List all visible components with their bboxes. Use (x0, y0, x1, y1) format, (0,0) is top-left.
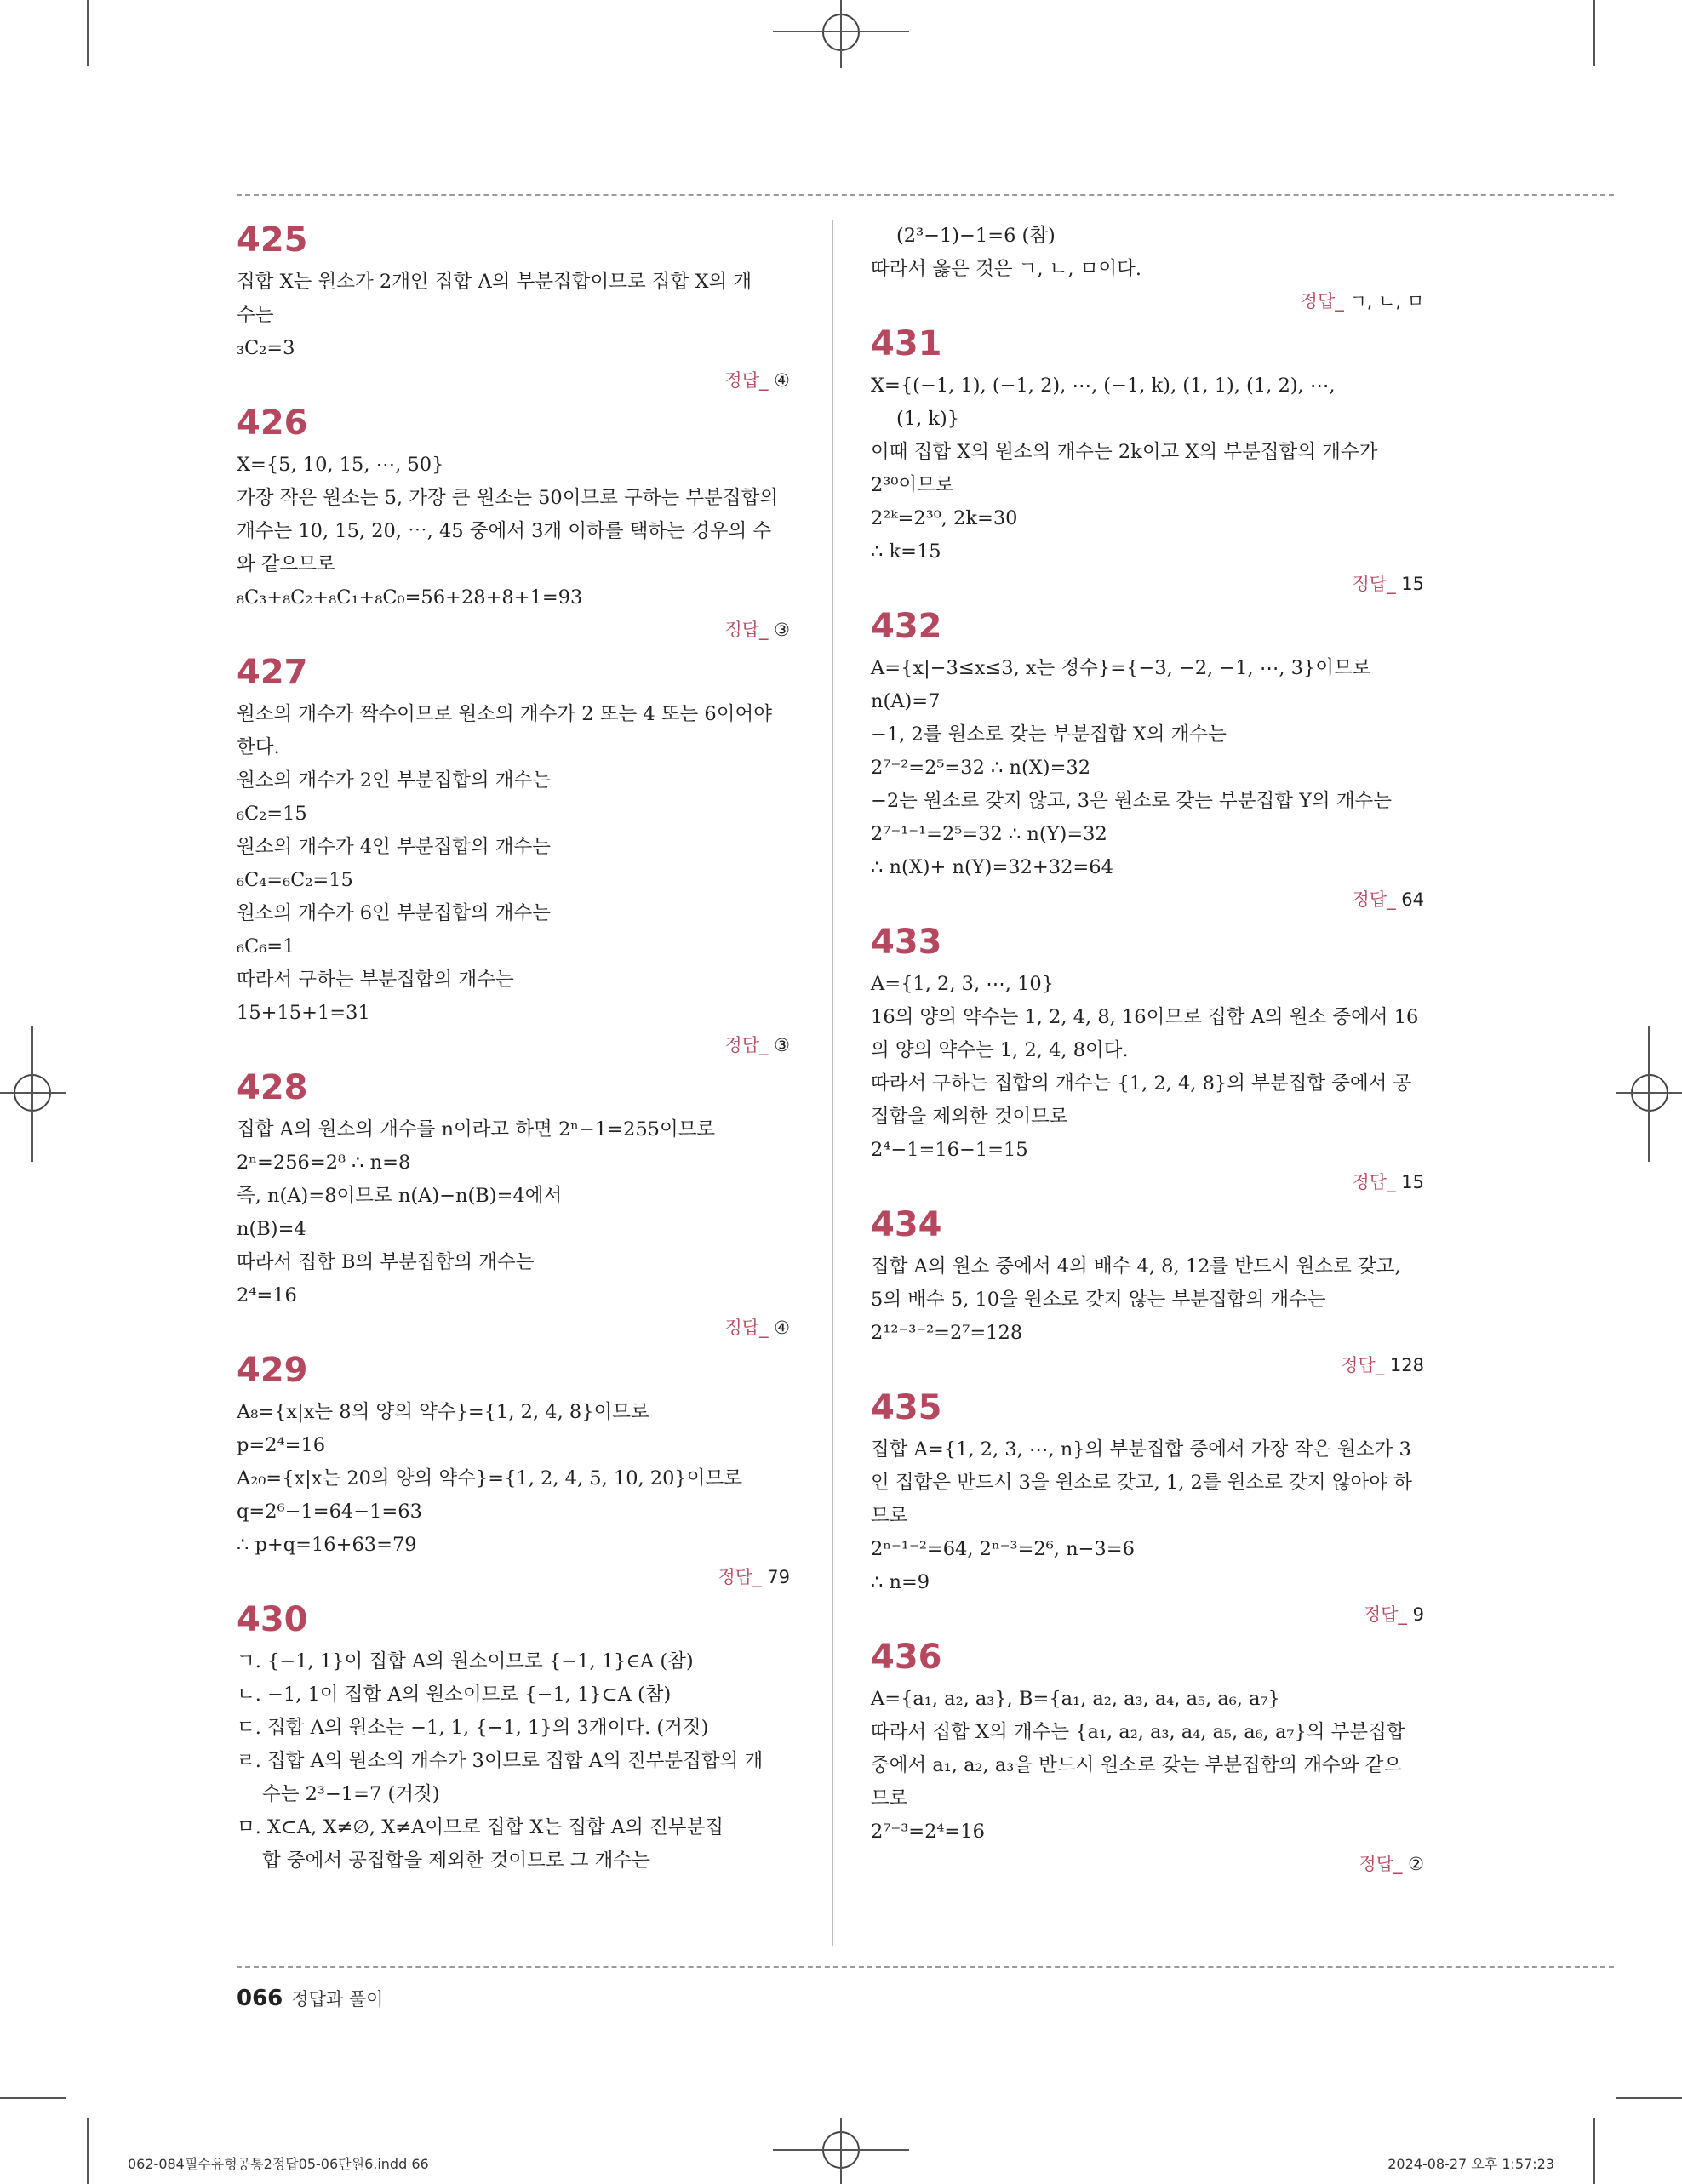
solution-line: ㄷ. 집합 A의 원소는 −1, 1, {−1, 1}의 3개이다. (거짓) (237, 1717, 709, 1739)
solution-line: 2ⁿ⁻¹⁻²=64, 2ⁿ⁻³=2⁶, n−3=6 (871, 1538, 1135, 1560)
solution-line: (1, k)} (896, 408, 960, 430)
problem-number: 435 (871, 1388, 942, 1427)
solution-line: 인 집합은 반드시 3을 원소로 갖고, 1, 2를 원소로 갖지 않아야 하 (871, 1472, 1412, 1494)
answer-line (871, 1167, 1424, 1198)
problem-435 (871, 1387, 1424, 1630)
solution-line: n(B)=4 (237, 1218, 306, 1240)
solution-line: 2⁷⁻²=2⁵=32 ∴ n(X)=32 (871, 757, 1091, 779)
problem-428 (237, 1067, 790, 1343)
problem-425 (237, 220, 790, 396)
solution-line: ㄹ. 집합 A의 원소의 개수가 3이므로 집합 A의 진부분집합의 개 (237, 1750, 764, 1772)
crop-mark (0, 2097, 66, 2099)
solution-line: (2³−1)−1=6 (참) (896, 225, 1056, 247)
problem-number: 431 (871, 324, 942, 363)
solution-line: 15+15+1=31 (237, 1002, 370, 1024)
solution-line: 2⁷⁻¹⁻¹=2⁵=32 ∴ n(Y)=32 (871, 823, 1107, 845)
solution-line: ㅁ. X⊂A, X≠∅, X≠A이므로 집합 X는 집합 A의 진부분집 (237, 1816, 724, 1838)
answer-label: 정답_ (724, 1035, 769, 1055)
solution-line: 한다. (237, 736, 280, 758)
answer-line (871, 286, 1424, 317)
registration-line (0, 1092, 66, 1094)
solution-line: 따라서 구하는 집합의 개수는 {1, 2, 4, 8}의 부분집합 중에서 공 (871, 1072, 1412, 1095)
solution-line: 개수는 10, 15, 20, ⋯, 45 중에서 3개 이하를 택하는 경우의 수 (237, 520, 772, 542)
solution-line: ₆C₂=15 (237, 803, 307, 825)
solution-line: 므로 (871, 1787, 908, 1810)
solution-line: 므로 (871, 1505, 908, 1527)
problem-number: 427 (237, 653, 308, 692)
solution-line: ₈C₃+₈C₂+₈C₁+₈C₀=56+28+8+1=93 (237, 586, 583, 609)
solution-line: X={5, 10, 15, ⋯, 50} (237, 454, 444, 476)
solution-line: 이때 집합 X의 원소의 개수는 2k이고 X의 부분집합의 개수가 (871, 441, 1378, 463)
answer-line (871, 1350, 1424, 1381)
solution-line: A₈={x|x는 8의 양의 약수}={1, 2, 4, 8}이므로 (237, 1401, 649, 1423)
answer-line (871, 1849, 1424, 1879)
solution-line: 즉, n(A)=8이므로 n(A)−n(B)=4에서 (237, 1185, 563, 1207)
answer-value: ③ (774, 620, 790, 640)
registration-line (1648, 1026, 1650, 1162)
page-number: 066 (237, 1986, 283, 2011)
answer-label: 정답_ (724, 370, 769, 391)
problem-429 (237, 1350, 790, 1592)
problem-number: 433 (871, 923, 942, 962)
problem-number: 434 (871, 1205, 942, 1244)
solution-line: n(A)=7 (871, 690, 941, 712)
solution-line: p=2⁴=16 (237, 1434, 326, 1456)
answer-label: 정답_ (1352, 574, 1396, 594)
right-problems (871, 323, 1424, 1879)
page-footer (237, 1986, 383, 2011)
solution-line: q=2⁶−1=64−1=63 (237, 1501, 422, 1523)
answer-label: 정답_ (1352, 1172, 1396, 1192)
solution-line: 집합을 제외한 것이므로 (871, 1106, 1068, 1128)
solution-line: 따라서 옳은 것은 ㄱ, ㄴ, ㅁ이다. (871, 258, 1142, 280)
solution-line: 따라서 집합 X의 개수는 {a₁, a₂, a₃, a₄, a₅, a₆, a₇}의 부분집합 (871, 1721, 1405, 1743)
answer-value: 64 (1401, 889, 1424, 910)
solution-line: 2⁴−1=16−1=15 (871, 1139, 1028, 1161)
answer-line (871, 569, 1424, 599)
answer-label: 정답_ (1341, 1355, 1385, 1375)
crop-mark (1593, 0, 1595, 66)
solution-line: 집합 A={1, 2, 3, ⋯, n}의 부분집합 중에서 가장 작은 원소가 3 (871, 1438, 1411, 1461)
solution-line: 합 중에서 공집합을 제외한 것이므로 그 개수는 (262, 1850, 650, 1872)
answer-value: ㄱ, ㄴ, ㅁ (1349, 291, 1424, 312)
solution-line: 중에서 a₁, a₂, a₃을 반드시 원소로 갖는 부분집합의 개수와 같으 (871, 1754, 1403, 1776)
solution-line: 원소의 개수가 4인 부분집합의 개수는 (237, 836, 551, 858)
registration-line (31, 1026, 33, 1162)
continuation-block (871, 220, 1424, 317)
crop-mark (1616, 2097, 1682, 2099)
answer-label: 정답_ (724, 620, 769, 640)
solution-line: ₆C₆=1 (237, 935, 295, 958)
answer-label: 정답_ (1359, 1854, 1403, 1874)
solution-line: ∴ k=15 (871, 540, 941, 563)
solution-line: 따라서 집합 B의 부분집합의 개수는 (237, 1251, 535, 1273)
solution-line: 16의 양의 약수는 1, 2, 4, 8, 16이므로 집합 A의 원소 중에서 16 (871, 1006, 1419, 1028)
solution-line: 집합 A의 원소의 개수를 n이라고 하면 2ⁿ−1=255이므로 (237, 1118, 716, 1141)
problem-number: 425 (237, 220, 308, 260)
solution-line: ㄱ. {−1, 1}이 집합 A의 원소이므로 {−1, 1}∈A (참) (237, 1650, 694, 1672)
problem-number: 430 (237, 1600, 308, 1639)
solution-line: 2³⁰이므로 (871, 474, 954, 496)
problem-432 (871, 606, 1424, 915)
solution-line: 의 양의 약수는 1, 2, 4, 8이다. (871, 1039, 1129, 1061)
solution-line: 5의 배수 5, 10을 원소로 갖지 않는 부분집합의 개수는 (871, 1289, 1326, 1311)
solution-line: ㄴ. −1, 1이 집합 A의 원소이므로 {−1, 1}⊂A (참) (237, 1684, 672, 1706)
solution-line: A={1, 2, 3, ⋯, 10} (871, 973, 1055, 995)
answer-label: 정답_ (1363, 1604, 1407, 1625)
solution-line: 가장 작은 원소는 5, 가장 큰 원소는 50이므로 구하는 부분집합의 (237, 487, 779, 509)
problem-430 (237, 1599, 790, 1878)
solution-line: ∴ p+q=16+63=79 (237, 1534, 417, 1556)
registration-line (840, 2118, 842, 2184)
answer-label: 정답_ (1352, 889, 1396, 910)
answer-line (237, 615, 790, 645)
solution-line: ₃C₂=3 (237, 337, 295, 359)
problem-431 (871, 323, 1424, 599)
problem-number: 436 (871, 1638, 942, 1677)
top-dashed-rule (237, 194, 1614, 196)
solution-line: 따라서 구하는 부분집합의 개수는 (237, 969, 514, 991)
problem-427 (237, 652, 790, 1061)
answer-label: 정답_ (1300, 291, 1344, 312)
solution-line: ∴ n(X)+ n(Y)=32+32=64 (871, 856, 1113, 878)
answer-line (237, 1030, 790, 1061)
solution-line: −2는 원소로 갖지 않고, 3은 원소로 갖는 부분집합 Y의 개수는 (871, 790, 1393, 812)
solution-line: A₂₀={x|x는 20의 양의 약수}={1, 2, 4, 5, 10, 20}이므로 (237, 1467, 742, 1489)
answer-label: 정답_ (724, 1318, 769, 1338)
solution-line: ₆C₄=₆C₂=15 (237, 869, 353, 891)
answer-value: 9 (1412, 1604, 1424, 1625)
crop-mark (87, 0, 89, 66)
answer-value: ④ (774, 370, 790, 391)
solution-line: ∴ n=9 (871, 1571, 930, 1593)
answer-value: 15 (1401, 1172, 1424, 1192)
solution-line: 2⁴=16 (237, 1284, 297, 1306)
answer-value: 128 (1389, 1355, 1424, 1375)
solution-line: 원소의 개수가 2인 부분집합의 개수는 (237, 769, 551, 792)
solution-line: 2²ᵏ=2³⁰, 2k=30 (871, 507, 1018, 529)
problem-number: 426 (237, 403, 308, 443)
answer-label: 정답_ (718, 1567, 762, 1587)
answer-line (237, 1562, 790, 1592)
problem-number: 432 (871, 607, 942, 646)
slug-file: 062-084필수유형공통2정답05-06단원6.indd 66 (128, 2156, 429, 2172)
problem-436 (871, 1637, 1424, 1879)
solution-line: 수는 2³−1=7 (거짓) (262, 1783, 440, 1805)
answer-line (237, 1312, 790, 1343)
left-column (237, 220, 790, 1879)
registration-line (840, 0, 842, 68)
crop-mark (1593, 2118, 1595, 2184)
column-divider (832, 220, 833, 1946)
slug-timestamp: 2024-08-27 오후 1:57:23 (1387, 2156, 1554, 2172)
answer-line (871, 884, 1424, 915)
solution-line: 2ⁿ=256=2⁸ ∴ n=8 (237, 1152, 411, 1174)
answer-value: 79 (767, 1567, 790, 1587)
solution-line: 집합 A의 원소 중에서 4의 배수 4, 8, 12를 반드시 원소로 갖고, (871, 1255, 1401, 1278)
problem-433 (871, 922, 1424, 1198)
answer-line (871, 1599, 1424, 1630)
solution-line: 원소의 개수가 짝수이므로 원소의 개수가 2 또는 4 또는 6이어야 (237, 703, 772, 725)
solution-line: 2⁷⁻³=2⁴=16 (871, 1821, 985, 1843)
problem-number: 429 (237, 1351, 308, 1390)
problem-number: 428 (237, 1068, 308, 1107)
answer-line (237, 365, 790, 396)
solution-line: 와 같으므로 (237, 553, 335, 575)
right-column (871, 220, 1424, 1886)
solution-line: A={a₁, a₂, a₃}, B={a₁, a₂, a₃, a₄, a₅, a₆, a₇} (871, 1688, 1280, 1710)
answer-value: ② (1408, 1854, 1424, 1874)
footer-title: 정답과 풀이 (291, 1989, 384, 2010)
answer-value: ③ (774, 1035, 790, 1055)
answer-value: 15 (1401, 574, 1424, 594)
solution-line: 수는 (237, 304, 274, 326)
bottom-dashed-rule (237, 1966, 1614, 1968)
solution-line: 원소의 개수가 6인 부분집합의 개수는 (237, 902, 551, 924)
answer-value: ④ (774, 1318, 790, 1338)
solution-line: −1, 2를 원소로 갖는 부분집합 X의 개수는 (871, 723, 1227, 746)
solution-line: X={(−1, 1), (−1, 2), ⋯, (−1, k), (1, 1), (1, 2), ⋯, (871, 374, 1336, 397)
solution-line: A={x|−3≤x≤3, x는 정수}={−3, −2, −1, ⋯, 3}이므로 (871, 657, 1371, 679)
problem-426 (237, 403, 790, 645)
solution-line: 집합 X는 원소가 2개인 집합 A의 부분집합이므로 집합 X의 개 (237, 271, 752, 293)
solution-line: 2¹²⁻³⁻²=2⁷=128 (871, 1322, 1023, 1344)
problem-434 (871, 1204, 1424, 1381)
crop-mark (87, 2118, 89, 2184)
